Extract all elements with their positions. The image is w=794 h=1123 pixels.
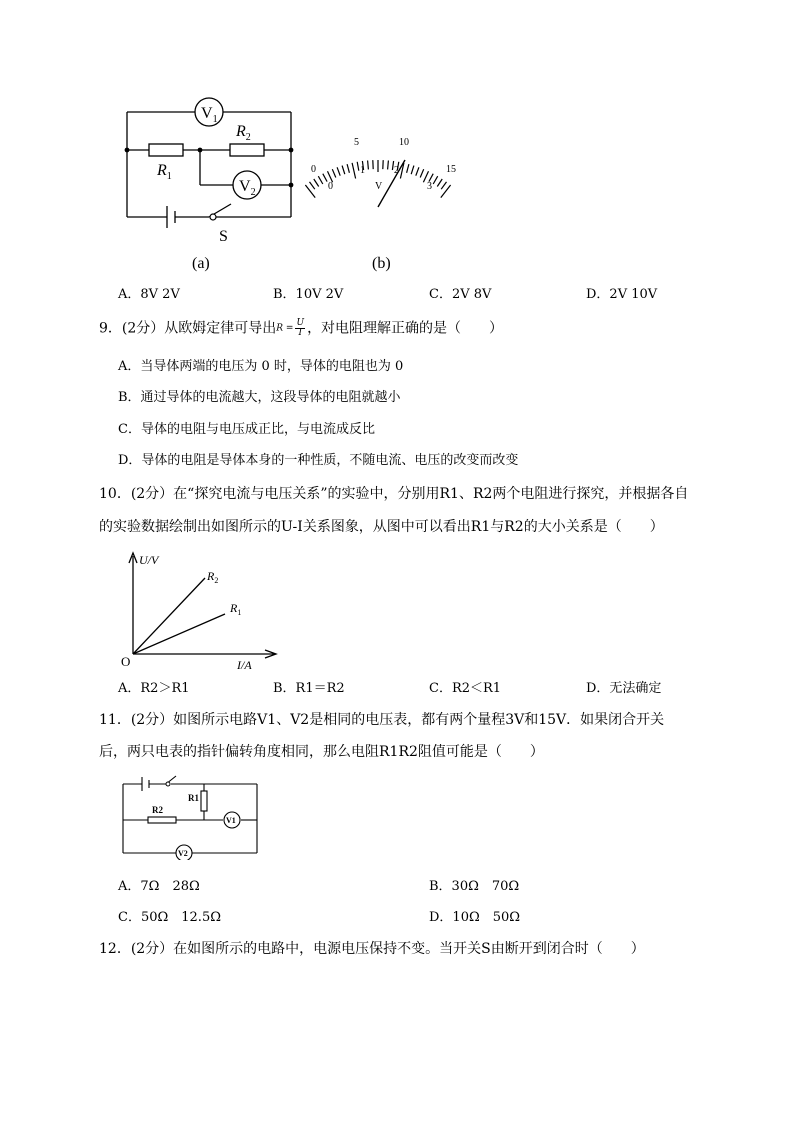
q9-formula-numerator: U — [296, 318, 305, 328]
v2-meter-label: $V_2$ — [239, 178, 256, 198]
q8-option-c[interactable]: C．2V 8V — [429, 287, 492, 302]
dial-top-tick-15: 15 — [446, 164, 456, 175]
q10-option-a[interactable]: A．R2＞R1 — [118, 681, 190, 696]
dial-unit-label: V — [375, 181, 383, 192]
q10-option-c[interactable]: C．R2＜R1 — [429, 681, 502, 696]
dial-tick-mark — [411, 166, 414, 175]
r2-resistor-label: $R_2$ — [236, 123, 251, 143]
q10-stem-line1: 10．(2分）在“探究电流与电压关系”的实验中，分别用R1、R2两个电阻进行探究，并根据各自 — [99, 486, 689, 502]
q8-circuit-figure-a — [115, 92, 305, 274]
dial-tick-mark — [437, 179, 442, 187]
dial-tick-mark — [416, 167, 419, 175]
q9-formula-fraction — [295, 319, 305, 338]
q10-option-b[interactable]: B．R1＝R2 — [273, 681, 345, 696]
q11-option-b[interactable]: B．30Ω 70Ω — [429, 879, 520, 894]
figure-a-caption: (a) — [192, 255, 210, 272]
q11-r2-label: R2 — [152, 805, 163, 815]
q9-option-d[interactable]: D．导体的电阻是导体本身的一种性质，不随电流、电压的改变而改变 — [118, 453, 519, 468]
q11-option-d[interactable]: D．10Ω 50Ω — [429, 910, 521, 925]
graph-x-axis-label: I/A — [237, 658, 252, 672]
dial-tick-mark — [342, 166, 345, 175]
dial-tick-mark — [332, 169, 336, 177]
q10-stem-line2: 的实验数据绘制出如图所示的U-I关系图象，从图中可以看出R1与R2的大小关系是（ ） — [99, 519, 664, 535]
q11-r1-label: R1 — [188, 793, 199, 803]
q11-option-a[interactable]: A．7Ω 28Ω — [118, 879, 200, 894]
q8-option-a[interactable]: A．8V 2V — [118, 287, 180, 302]
q11-stem-line2: 后，两只电表的指针偏转角度相同，那么电阻R1R2阻值可能是（ ） — [99, 744, 544, 760]
dial-tick-mark — [441, 182, 446, 189]
q10-u-i-graph — [115, 548, 285, 673]
dial-top-tick-10: 10 — [399, 137, 409, 148]
graph-y-axis-label: U/V — [139, 553, 159, 567]
q10-option-d[interactable]: D．无法确定 — [586, 681, 662, 696]
dial-bottom-tick-1: 1 — [360, 165, 365, 176]
q11-option-c[interactable]: C．50Ω 12.5Ω — [118, 910, 221, 925]
dial-tick-mark — [352, 163, 356, 179]
dial-bottom-tick-2: 2 — [394, 165, 399, 176]
switch-label: S — [219, 228, 228, 245]
dial-tick-mark — [388, 161, 389, 170]
q11-stem-line1: 11．(2分）如图所示电路V1、V2是相同的电压表，都有两个量程3V和15V．如果闭合开关 — [99, 712, 665, 728]
r1-resistor-label: $R_1$ — [157, 162, 172, 182]
v1-meter-label: $V_1$ — [201, 105, 218, 125]
dial-tick-mark — [318, 176, 323, 184]
figure-b-caption: (b) — [372, 255, 391, 272]
dial-tick-mark — [337, 167, 340, 175]
dial-tick-mark — [407, 164, 409, 173]
dial-bottom-tick-0: 0 — [328, 181, 333, 192]
q8-voltmeter-dial-figure-b — [305, 128, 470, 274]
q8-option-d[interactable]: D．2V 10V — [586, 287, 658, 302]
dial-tick-mark — [347, 164, 349, 173]
dial-bottom-tick-3: 3 — [427, 181, 432, 192]
q9-option-c[interactable]: C．导体的电阻与电压成正比，与电流成反比 — [118, 422, 375, 437]
dial-tick-mark — [323, 174, 327, 182]
q9-stem-suffix: ，对电阻理解正确的是（ ） — [307, 320, 504, 337]
dial-top-tick-0: 0 — [311, 164, 316, 175]
dial-tick-mark — [433, 176, 438, 184]
q11-v1-label: V1 — [226, 816, 236, 825]
q11-v2-label: V2 — [178, 849, 188, 858]
dial-tick-mark — [310, 182, 315, 189]
q11-circuit-figure — [118, 768, 263, 860]
graph-origin-label: O — [121, 654, 131, 669]
q9-option-b[interactable]: B．通过导体的电流越大，这段导体的电阻就越小 — [118, 390, 401, 405]
graph-r1-line-label: $R_1$ — [230, 601, 242, 617]
graph-r2-line-label: $R_2$ — [207, 569, 219, 585]
q9-formula-denominator: I — [298, 328, 303, 338]
q9-option-a[interactable]: A．当导体两端的电压为 0 时，导体的电阻也为 0 — [118, 359, 404, 374]
dial-tick-mark — [420, 169, 424, 177]
q9-stem — [99, 319, 503, 338]
q9-formula-lhs: R = — [276, 323, 294, 334]
q9-stem-prefix: 9．(2分）从欧姆定律可导出 — [99, 320, 277, 337]
dial-top-tick-5: 5 — [354, 137, 359, 148]
q12-stem: 12．(2分）在如图所示的电路中，电源电压保持不变。当开关S由断开到闭合时（ ） — [99, 941, 645, 957]
dial-tick-mark — [314, 179, 319, 187]
q8-option-b[interactable]: B．10V 2V — [273, 287, 344, 302]
dial-tick-mark — [357, 162, 359, 171]
dial-tick-mark — [368, 161, 369, 170]
